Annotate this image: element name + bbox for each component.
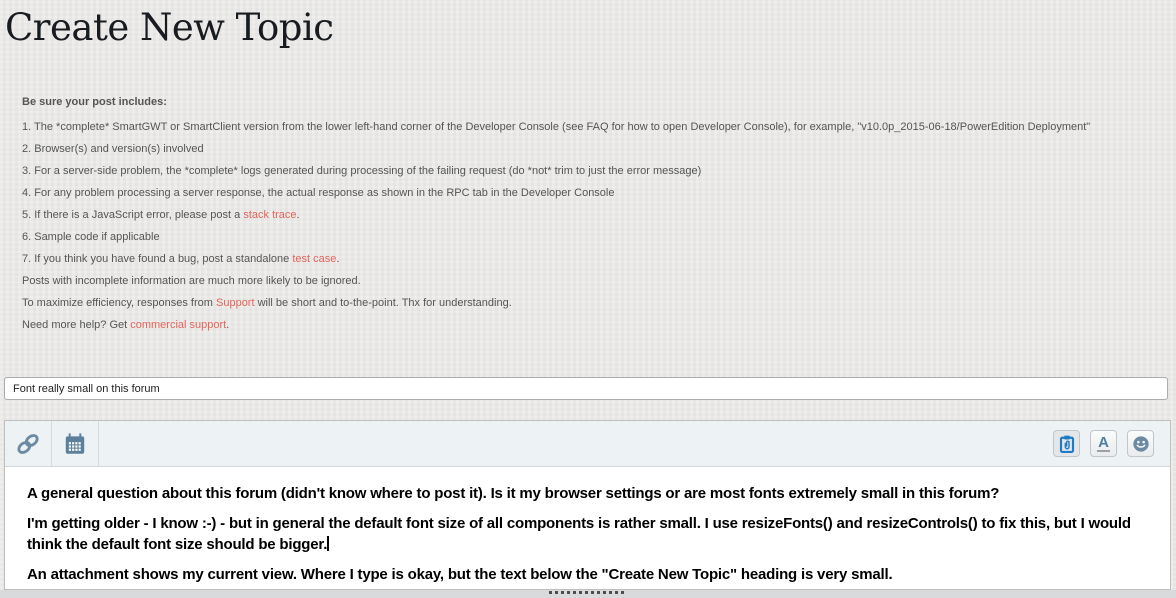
guideline-note-ignored: Posts with incomplete information are much more likely to be ignored. bbox=[22, 275, 361, 287]
calendar-icon bbox=[62, 431, 88, 457]
guideline-item-7: 7. If you think you have found a bug, post a standalone test case. bbox=[22, 253, 340, 265]
link-icon bbox=[15, 431, 41, 457]
guideline-note-help: Need more help? Get commercial support. bbox=[22, 319, 230, 331]
smiley-icon bbox=[1131, 434, 1151, 454]
test-case-link[interactable]: test case bbox=[292, 253, 337, 265]
guideline-note-support: To maximize efficiency, responses from Support will be short and to-the-point. Thx for understanding. bbox=[22, 297, 512, 309]
post-guidelines bbox=[22, 91, 1122, 336]
toolbar-right-group bbox=[1053, 421, 1170, 466]
underlined-a-icon: A bbox=[1098, 434, 1109, 451]
guidelines-intro: Be sure your post includes: bbox=[22, 96, 167, 108]
insert-calendar-button[interactable] bbox=[52, 421, 99, 466]
guideline-item-3: 3. For a server-side problem, the *complete* logs generated during processing of the failing request (do *not* trim to just the error message) bbox=[22, 165, 702, 177]
topic-title-input[interactable] bbox=[4, 377, 1168, 400]
editor-paragraph-1: A general question about this forum (didn't know where to post it). Is it my browser settings or are most fonts extremely small in this forum? bbox=[27, 485, 1000, 502]
text-underline-a-button[interactable] bbox=[1090, 430, 1117, 457]
editor-resize-bar[interactable] bbox=[0, 590, 1176, 598]
guideline-item-5: 5. If there is a JavaScript error, please post a stack trace. bbox=[22, 209, 300, 221]
guideline-item-6: 6. Sample code if applicable bbox=[22, 231, 160, 243]
editor-toolbar bbox=[5, 421, 1170, 467]
emoji-button[interactable] bbox=[1127, 430, 1154, 457]
paste-clipboard-icon bbox=[1057, 434, 1077, 454]
editor-paragraph-3: An attachment shows my current view. Where I type is okay, but the text below the "Create New Topic" heading is very small. bbox=[27, 566, 893, 583]
text-cursor bbox=[327, 536, 329, 551]
post-body-editor bbox=[4, 420, 1171, 590]
toolbar-spacer bbox=[99, 421, 1053, 466]
stack-trace-link[interactable]: stack trace bbox=[243, 209, 297, 221]
guideline-item-4: 4. For any problem processing a server response, the actual response as shown in the RPC tab in the Developer Console bbox=[22, 187, 615, 199]
guideline-item-1: 1. The *complete* SmartGWT or SmartClient version from the lower left-hand corner of the Developer Console (see FAQ for how to open Developer Console), for example, "v10.0p_2015-06-18/PowerEdition Deployment" bbox=[22, 121, 1091, 133]
paste-button[interactable] bbox=[1053, 430, 1080, 457]
insert-link-button[interactable] bbox=[5, 421, 52, 466]
page-title: Create New Topic bbox=[5, 6, 334, 49]
support-link[interactable]: Support bbox=[216, 297, 255, 309]
guideline-item-2: 2. Browser(s) and version(s) involved bbox=[22, 143, 204, 155]
resize-handle-dots-icon[interactable] bbox=[549, 591, 627, 594]
editor-content-area[interactable] bbox=[5, 467, 1170, 589]
editor-paragraph-2: I'm getting older - I know :-) - but in general the default font size of all components is rather small. I use resizeFonts() and resizeControls() to fix this, but I would think the default font size should be bigger. bbox=[27, 515, 1131, 553]
commercial-support-link[interactable]: commercial support bbox=[130, 319, 227, 331]
